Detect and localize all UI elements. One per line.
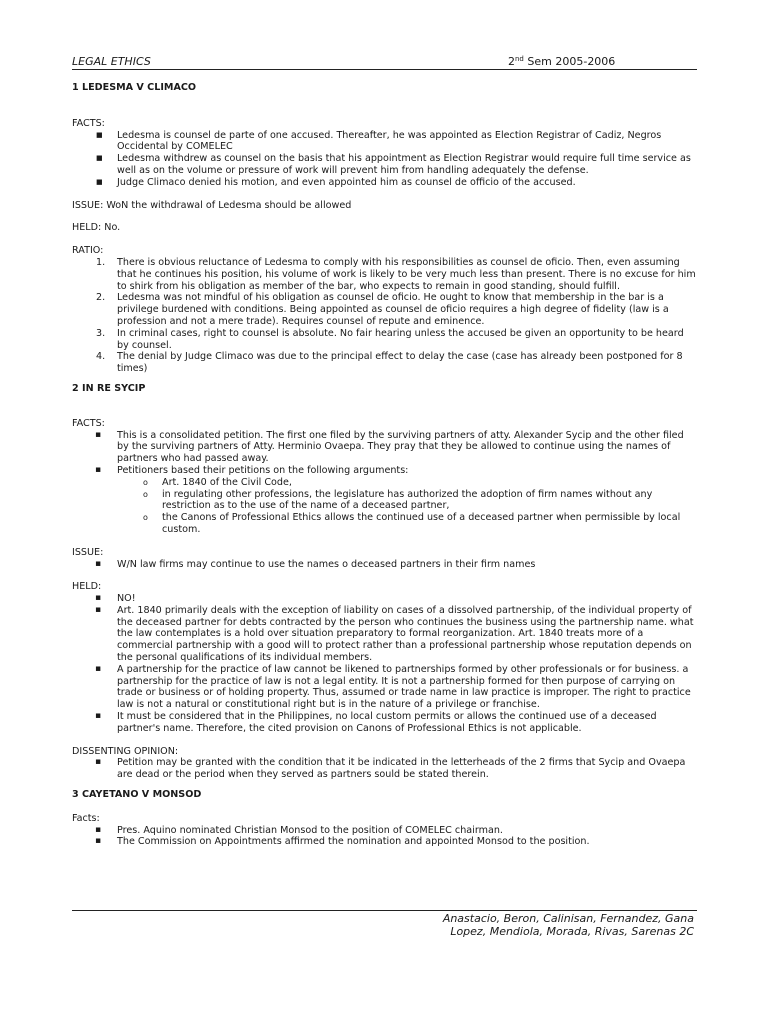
dissent-list	[72, 757, 697, 781]
list-item: ▪ Petition may be granted with the condition that it be indicated in the letterheads of the 2 firms that Sycip and Ovaepa are dead or the period when they served as partners sould be stated therein.	[72, 757, 697, 781]
list-item: ▪ W/N law firms may continue to use the names o deceased partners in their firm names	[72, 559, 697, 571]
case-title: 2 IN RE SYCIP	[72, 382, 146, 394]
issue-label: ISSUE:	[72, 546, 104, 558]
list-item: 4. The denial by Judge Climaco was due to the principal effect to delay the case (case has already been postponed for 8 times)	[96, 351, 683, 375]
page-footer	[72, 912, 697, 938]
footer-authors-line1: Anastacio, Beron, Calinisan, Fernandez, Gana	[442, 912, 694, 925]
list-item: 1. There is obvious reluctance of Ledesma to comply with his responsibilities as counsel de oficio. Then, even assuming that he continues his position, his volume of work is likely to be very much less than present. There is no excuse for him to shirk from his obligation as member of the bar, who expects to remain in good standing, should fulfill.	[96, 256, 696, 292]
document-body	[72, 82, 697, 848]
page-header	[72, 55, 697, 69]
facts-list	[72, 430, 697, 477]
list-item: ▪ NO!	[72, 593, 697, 605]
ratio-list	[72, 257, 697, 375]
held-list	[72, 593, 697, 735]
list-item: ▪ A partnership for the practice of law cannot be likened to partnerships formed by other professionals or for business. a partnership for the practice of law is not a legal entity. It is not a partnership formed for then purpose of carrying on trade or business or of holding property. Thus, assumed or trade name in law practice is improper. The right to practice law is not a natural or constitutional right but is in the nature of a privilege or franchise.	[72, 664, 697, 711]
list-item: ▪ Pres. Aquino nominated Christian Monsod to the position of COMELEC chairman.	[72, 825, 697, 837]
list-item: ▪ Art. 1840 primarily deals with the exception of liability on cases of a dissolved partnership, of the individual property of the deceased partner for debts contracted by the person who continues the business using the partnership name. what the law contemplates is a hold over situation preparatory to formal reorganization. Art. 1840 treats more of a commercial partnership with a good will to protect rather than a professional partnership whose reputation depends on the personal qualifications of its individual members.	[72, 605, 697, 664]
header-rule	[72, 69, 697, 70]
facts-label: Facts:	[72, 812, 100, 824]
facts-list	[72, 130, 697, 189]
held-label: HELD:	[72, 581, 102, 593]
list-item: ■ Ledesma withdrew as counsel on the basis that his appointment as Election Registrar would require full time service as well as on the volume or pressure of work will prevent him from handling adequately the defense.	[72, 153, 697, 177]
list-item: o in regulating other professions, the legislature has authorized the adoption of firm names without any restriction as to the use of the name of a deceased partner,	[72, 489, 697, 513]
list-item: ▪ This is a consolidated petition. The first one filed by the surviving partners of atty. Alexander Sycip and the other filed by the surviving partners of Atty. Herminio Ovaepa. They pray that they be allowed to continue using the names of partners who had passed away.	[72, 430, 697, 465]
ratio-label: RATIO:	[72, 245, 104, 257]
list-item: o the Canons of Professional Ethics allows the continued use of a deceased partner when permissible by local custom.	[72, 512, 697, 536]
facts-label: FACTS:	[72, 117, 105, 129]
issue-list	[72, 559, 697, 571]
list-item: ■ Ledesma is counsel de parte of one accused. Thereafter, he was appointed as Election Registrar of Cadiz, Negros Occidental by COMELEC	[72, 130, 697, 154]
list-item: ■ Judge Climaco denied his motion, and even appointed him as counsel de officio of the accused.	[72, 177, 697, 189]
footer-authors-line2: Lopez, Mendiola, Morada, Rivas, Sarenas 2C	[450, 925, 694, 938]
list-item: 2. Ledesma was not mindful of his obligation as counsel de oficio. He ought to know that membership in the bar is a privilege burdened with conditions. Being appointed as counsel de oficio requires a high degree of fidelity (law is a profession and not a mere trade). Requires counsel of repute and eminence.	[96, 292, 669, 327]
list-item: ▪ The Commission on Appointments affirmed the nomination and appointed Monsod to the position.	[72, 836, 697, 848]
footer-rule	[72, 910, 697, 911]
case-title: 1 LEDESMA V CLIMACO	[72, 82, 197, 93]
arguments-list	[72, 477, 697, 536]
case-title: 3 CAYETANO V MONSOD	[72, 789, 202, 801]
issue-text: ISSUE: WoN the withdrawal of Ledesma should be allowed	[72, 199, 352, 211]
facts-list	[72, 825, 697, 849]
header-title: LEGAL ETHICS	[72, 55, 151, 68]
facts-label: FACTS:	[72, 417, 105, 429]
header-semester: 2nd Sem 2005-2006	[508, 55, 616, 68]
held-text: HELD: No.	[72, 222, 121, 234]
list-item: ▪ Petitioners based their petitions on the following arguments:	[72, 465, 697, 477]
dissent-label: DISSENTING OPINION:	[72, 745, 179, 757]
list-item: o Art. 1840 of the Civil Code,	[72, 477, 697, 489]
list-item: ▪ It must be considered that in the Philippines, no local custom permits or allows the continued use of a deceased partner's name. Therefore, the cited provision on Canons of Professional Ethics is not applicable.	[72, 711, 697, 735]
list-item: 3. In criminal cases, right to counsel is absolute. No fair hearing unless the accused be given an opportunity to be heard by counsel.	[96, 327, 684, 351]
